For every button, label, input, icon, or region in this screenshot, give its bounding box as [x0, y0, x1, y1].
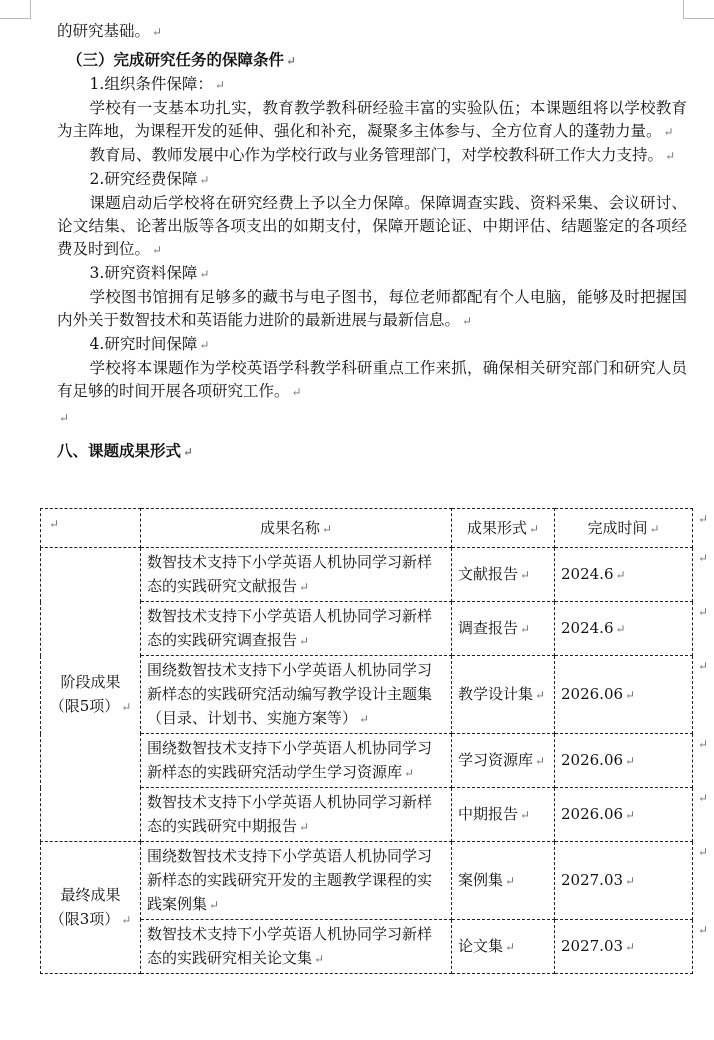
completion-time-cell: 2026.06 ↵ ↵ [555, 788, 693, 842]
paragraph: 学校有一支基本功扎实，教育教学教科研经验丰富的实验队伍；本课题组将以学校教育为主阵地，为课程开发的延伸、强化和补充，凝聚多主体参与、全方位育人的蓬勃力量。 ↵ [57, 99, 687, 140]
achievement-form-cell: 中期报告 ↵ [452, 788, 555, 842]
cell-mark-icon: ↵ [299, 580, 310, 594]
completion-time-cell: 2026.06 ↵ ↵ [555, 656, 693, 734]
row-end-mark-icon: ↵ [697, 791, 708, 805]
achievement-form-cell: 学习资源库 ↵ [452, 734, 555, 788]
paragraph-mark-icon: ↵ [199, 267, 210, 281]
table-row [41, 842, 693, 920]
table-header-row [41, 509, 693, 548]
achievement-form-cell: 调查报告 ↵ [452, 602, 555, 656]
paragraph-mark-icon: ↵ [152, 243, 163, 257]
page-corner-mark-right [683, 0, 714, 19]
row-end-mark-icon: ↵ [697, 551, 708, 565]
paragraph: 学校将本课题作为学校英语学科教学科研重点工作来抓，确保相关研究部门和研究人员有足够的时间开展各项研究工作。 ↵ [57, 359, 687, 400]
cell-mark-icon: ↵ [359, 712, 370, 726]
header-cell: 成果形式 ↵ [452, 509, 555, 548]
cell-mark-icon: ↵ [615, 622, 626, 636]
paragraph-mark-icon: ↵ [286, 54, 297, 68]
paragraph-mark-icon: ↵ [663, 125, 674, 139]
header-cell: 完成时间 ↵ ↵ [555, 509, 693, 548]
page-corner-mark-left [0, 0, 31, 19]
paragraph-mark-icon: ↵ [59, 411, 70, 425]
paragraph-mark-icon: ↵ [214, 78, 225, 92]
achievement-form-cell: 教学设计集 ↵ [452, 656, 555, 734]
achievement-name-cell: 围绕数智技术支持下小学英语人机协同学习新样态的实践研究开发的主题教学课程的实践案例集 ↵ [141, 842, 452, 920]
completion-time-cell: 2027.03 ↵ ↵ [555, 920, 693, 974]
paragraph-mark-icon: ↵ [199, 173, 210, 187]
cell-mark-icon: ↵ [49, 517, 60, 531]
cell-mark-icon: ↵ [615, 568, 626, 582]
row-end-mark-icon: ↵ [697, 605, 708, 619]
paragraph-mark-icon: ↵ [462, 314, 473, 328]
achievement-form-cell: 案例集 ↵ [452, 842, 555, 920]
achievement-name-cell: 围绕数智技术支持下小学英语人机协同学习新样态的实践研究活动学生学习资源库 ↵ [141, 734, 452, 788]
row-end-mark-icon: ↵ [697, 845, 708, 859]
paragraph-mark-icon: ↵ [291, 385, 302, 399]
cell-mark-icon: ↵ [528, 521, 540, 536]
row-end-mark-icon: ↵ [697, 737, 708, 751]
stage-label-cell: 阶段成果（限5项） ↵ [41, 548, 141, 842]
cell-mark-icon: ↵ [314, 952, 325, 966]
completion-time-cell: 2026.06 ↵ ↵ [555, 734, 693, 788]
section-heading: 八、课题成果形式 ↵ [57, 441, 194, 460]
completion-time-cell: 2027.03 ↵ ↵ [555, 842, 693, 920]
final-label-cell: 最终成果（限3项） ↵ [41, 842, 141, 974]
row-end-mark-icon: ↵ [697, 512, 708, 526]
cell-mark-icon: ↵ [404, 766, 415, 780]
paragraph: 学校图书馆拥有足够多的藏书与电子图书，每位老师都配有个人电脑，能够及时把握国内外关于数智技术和英语能力进阶的最新进展与最新信息。 ↵ [57, 288, 687, 329]
document-body [57, 20, 687, 464]
achievement-name-cell: 围绕数智技术支持下小学英语人机协同学习新样态的实践研究活动编写教学设计主题集（目录、计划书、实施方案等） ↵ [141, 656, 452, 734]
text-line: 的研究基础。 ↵ [57, 22, 163, 40]
empty-paragraph [57, 406, 687, 431]
cell-mark-icon: ↵ [209, 898, 220, 912]
achievement-name-cell: 数智技术支持下小学英语人机协同学习新样态的实践研究文献报告 ↵ [141, 548, 452, 602]
paragraph-mark-icon: ↵ [199, 338, 210, 352]
cell-mark-icon: ↵ [649, 521, 660, 536]
header-cell: 成果名称 ↵ [141, 509, 452, 548]
cell-mark-icon: ↵ [299, 634, 310, 648]
cell-mark-icon: ↵ [121, 700, 132, 714]
achievement-name-cell: 数智技术支持下小学英语人机协同学习新样态的实践研究中期报告 ↵ [141, 788, 452, 842]
item-title: 2.研究经费保障 ↵ [89, 170, 210, 188]
cell-mark-icon: ↵ [625, 688, 636, 702]
table-row [41, 548, 693, 602]
row-end-mark-icon: ↵ [697, 659, 708, 673]
cell-mark-icon: ↵ [625, 754, 636, 768]
item-title: 1.组织条件保障： ↵ [89, 75, 225, 93]
cell-mark-icon: ↵ [625, 940, 636, 954]
row-end-mark-icon: ↵ [697, 923, 708, 937]
achievement-form-cell: 文献报告 ↵ [452, 548, 555, 602]
paragraph-mark-icon: ↵ [152, 25, 163, 39]
completion-time-cell: 2024.6 ↵ ↵ [555, 548, 693, 602]
cell-mark-icon: ↵ [505, 940, 516, 954]
item-title: 3.研究资料保障 ↵ [89, 264, 210, 282]
cell-mark-icon: ↵ [625, 808, 636, 822]
completion-time-cell: 2024.6 ↵ ↵ [555, 602, 693, 656]
section-heading: （三）完成研究任务的保障条件 ↵ [67, 50, 297, 69]
achievement-name-cell: 数智技术支持下小学英语人机协同学习新样态的实践研究相关论文集 ↵ [141, 920, 452, 974]
cell-mark-icon: ↵ [321, 521, 333, 536]
paragraph-mark-icon: ↵ [665, 149, 676, 163]
cell-mark-icon: ↵ [520, 622, 531, 636]
cell-mark-icon: ↵ [299, 820, 310, 834]
paragraph: 教育局、教师发展中心作为学校行政与业务管理部门，对学校教科研工作大力支持。 ↵ [89, 146, 676, 164]
cell-mark-icon: ↵ [520, 568, 531, 582]
item-title: 4.研究时间保障 ↵ [89, 335, 210, 353]
cell-mark-icon: ↵ [625, 874, 636, 888]
cell-mark-icon: ↵ [535, 688, 546, 702]
achievement-form-cell: 论文集 ↵ [452, 920, 555, 974]
paragraph-mark-icon: ↵ [183, 445, 194, 459]
cell-mark-icon: ↵ [505, 874, 516, 888]
results-table [40, 508, 708, 974]
achievement-name-cell: 数智技术支持下小学英语人机协同学习新样态的实践研究调查报告 ↵ [141, 602, 452, 656]
cell-mark-icon: ↵ [520, 808, 531, 822]
cell-mark-icon: ↵ [121, 913, 132, 927]
paragraph: 课题启动后学校将在研究经费上予以全力保障。保障调查实践、资料采集、会议研讨、论文结集、论著出版等各项支出的如期支付，保障开题论证、中期评估、结题鉴定的各项经费及时到位。 ↵ [57, 194, 687, 258]
cell-mark-icon: ↵ [535, 754, 546, 768]
header-cell [41, 509, 141, 548]
